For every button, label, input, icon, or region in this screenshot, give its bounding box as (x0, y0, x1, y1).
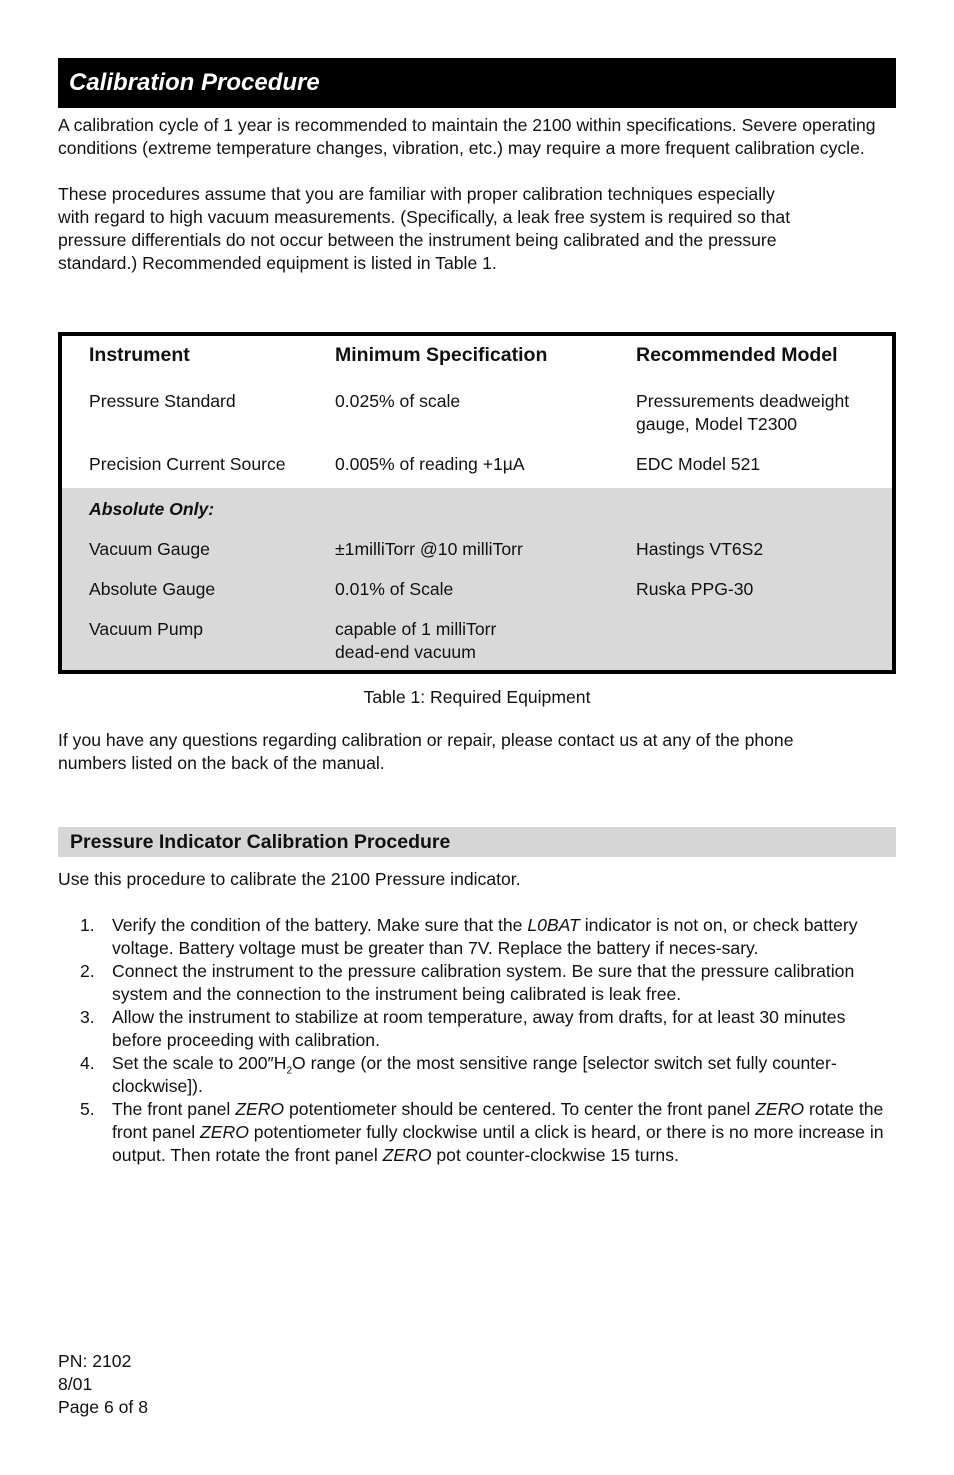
step-text-part: rotate the front panel (112, 1099, 884, 1142)
list-item (58, 914, 896, 960)
step-text-part: indicator is not on, or check battery voltage. Battery voltage must be greater than 7V. Replace the battery if neces-sary. (112, 915, 858, 958)
list-item (58, 1006, 896, 1052)
step-text-part: pot counter-clockwise 15 turns. (431, 1145, 679, 1165)
header-instrument: Instrument (89, 344, 190, 366)
subscript: 2 (286, 1065, 293, 1077)
intro-paragraph: A calibration cycle of 1 year is recommended to maintain the 2100 within specifications. Severe operating conditions (extreme temperature changes, vibration, etc.) may require a more frequent calibration cycle. (58, 115, 876, 158)
page-footer (58, 1350, 148, 1419)
list-item (58, 1052, 896, 1098)
step-text (112, 914, 896, 960)
list-item (58, 1098, 896, 1167)
step-text (112, 1052, 896, 1098)
table-row (62, 538, 892, 561)
table-row (62, 390, 892, 436)
step-number: 1. (80, 915, 95, 935)
cell-instrument: Absolute Gauge (89, 579, 216, 599)
step-text-part: The front panel (112, 1099, 236, 1119)
paragraph-line: standard.) Recommended equipment is listed in Table 1. (58, 253, 497, 273)
section-title: Pressure Indicator Calibration Procedure (70, 831, 451, 853)
cell-model (636, 390, 886, 436)
paragraph-line: These procedures assume that you are familiar with proper calibration techniques especially (58, 184, 775, 204)
cell-spec: 0.01% of Scale (335, 579, 454, 599)
table-caption: Table 1: Required Equipment (363, 687, 591, 707)
control-name: ZERO (755, 1099, 805, 1119)
paragraph-line: pressure differentials do not occur between the instrument being calibrated and the pressure (58, 230, 777, 250)
step-text (112, 1098, 896, 1167)
control-name: ZERO (382, 1145, 432, 1165)
cell-model: EDC Model 521 (636, 454, 761, 474)
table-row (62, 578, 892, 601)
step-text-part: O range (or the most sensitive range [selector switch set fully counter-clockwise]). (112, 1053, 837, 1096)
cell-model: Hastings VT6S2 (636, 539, 764, 559)
step-text-part: potentiometer should be centered. To center the front panel (284, 1099, 756, 1119)
list-item (58, 960, 896, 1006)
cell-spec: 0.025% of scale (335, 391, 461, 411)
part-number: PN: 2102 (58, 1351, 132, 1371)
control-name: ZERO (235, 1099, 285, 1119)
cell-instrument: Pressure Standard (89, 391, 236, 411)
step-number: 2. (80, 961, 95, 981)
step-number: 4. (80, 1053, 95, 1073)
cell-spec: 0.005% of reading +1µA (335, 454, 525, 474)
step-text: Allow the instrument to stabilize at room temperature, away from drafts, for at least 30 minutes before proceeding with calibration. (112, 1007, 846, 1050)
page-title: Calibration Procedure (69, 69, 320, 96)
section-header-bar (58, 827, 896, 857)
table-row (62, 618, 892, 664)
paragraph-line: numbers listed on the back of the manual. (58, 753, 385, 773)
page-number: Page 6 of 8 (58, 1397, 148, 1417)
page-content (58, 58, 896, 1167)
step-text-part: Set the scale to 200″H (112, 1053, 287, 1073)
cell-instrument: Vacuum Pump (89, 619, 204, 639)
step-text-part: Verify the condition of the battery. Make sure that the (112, 915, 528, 935)
paragraph-line: If you have any questions regarding calibration or repair, please contact us at any of the phone (58, 730, 794, 750)
step-text-part: potentiometer fully clockwise until a click is heard, or there is no more increase in output. Then rotate the front panel (112, 1122, 884, 1165)
absolute-only-label: Absolute Only: (89, 499, 215, 519)
cell-spec-line: dead-end vacuum (335, 642, 476, 662)
cell-spec (335, 618, 636, 664)
header-recommended-model: Recommended Model (636, 344, 838, 366)
header-min-spec: Minimum Specification (335, 344, 548, 366)
control-name: ZERO (200, 1122, 249, 1142)
step-number: 3. (80, 1007, 95, 1027)
cell-spec-line: capable of 1 milliTorr (335, 619, 497, 639)
cell-instrument: Precision Current Source (89, 454, 286, 474)
indicator-name: L0BAT (527, 915, 580, 935)
cell-model: Ruska PPG-30 (636, 579, 754, 599)
required-equipment-table (58, 332, 896, 674)
cell-model-line: Pressurements deadweight (636, 391, 850, 411)
revision-date: 8/01 (58, 1374, 93, 1394)
assumptions-paragraph (58, 183, 896, 275)
cell-spec: ±1milliTorr @10 milliTorr (335, 539, 523, 559)
step-number: 5. (80, 1099, 95, 1119)
table-header-row (62, 342, 892, 368)
procedure-steps (58, 914, 896, 1167)
cell-model-line: gauge, Model T2300 (636, 414, 798, 434)
section-intro: Use this procedure to calibrate the 2100 Pressure indicator. (58, 869, 521, 889)
table-row (62, 453, 892, 476)
title-bar (58, 58, 896, 108)
paragraph-line: with regard to high vacuum measurements. (Specifically, a leak free system is required so that (58, 207, 791, 227)
cell-model (636, 618, 886, 664)
table-general-section (62, 336, 892, 488)
table-absolute-section (62, 488, 892, 670)
contact-paragraph (58, 729, 896, 775)
cell-instrument: Vacuum Gauge (89, 539, 210, 559)
step-text: Connect the instrument to the pressure calibration system. Be sure that the pressure calibration system and the connection to the instrument being calibrated is leak free. (112, 961, 855, 1004)
